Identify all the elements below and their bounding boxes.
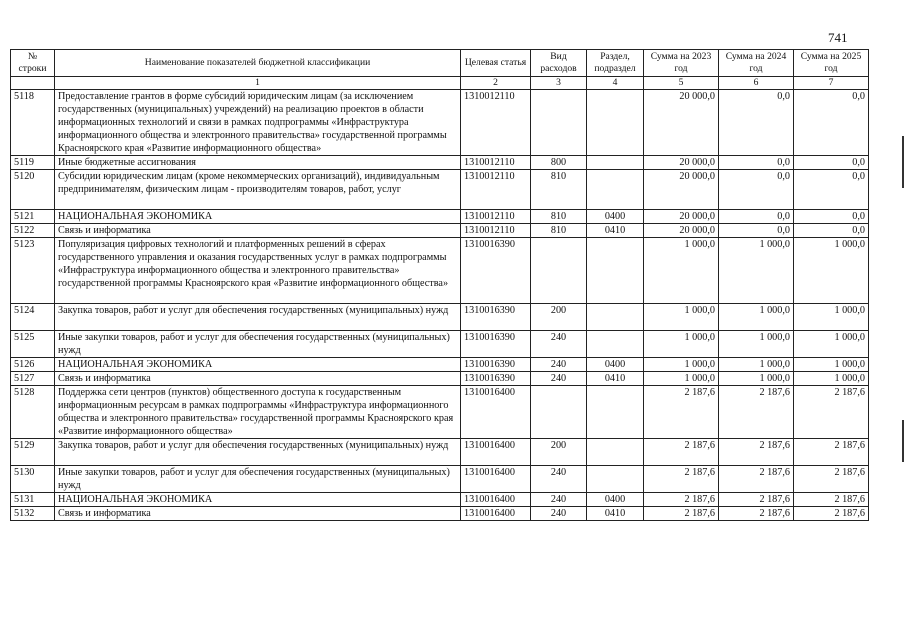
- row-target-code: 1310016400: [461, 386, 531, 439]
- row-number: 5127: [11, 372, 55, 386]
- table-row: [11, 238, 869, 304]
- row-sum-2025: 1 000,0: [794, 331, 869, 358]
- row-target-code: 1310012110: [461, 170, 531, 210]
- row-sum-2023: 20 000,0: [644, 224, 719, 238]
- row-sum-2023: 2 187,6: [644, 386, 719, 439]
- row-sum-2023: 2 187,6: [644, 493, 719, 507]
- row-sum-2024: 2 187,6: [719, 493, 794, 507]
- row-name: Иные закупки товаров, работ и услуг для обеспечения государственных (муниципальных) нужд: [55, 466, 461, 493]
- row-sum-2023: 20 000,0: [644, 90, 719, 156]
- row-name: НАЦИОНАЛЬНАЯ ЭКОНОМИКА: [55, 210, 461, 224]
- table-row: [11, 90, 869, 156]
- row-number: 5131: [11, 493, 55, 507]
- row-sum-2024: 1 000,0: [719, 238, 794, 304]
- row-target-code: 1310012110: [461, 90, 531, 156]
- table-row: [11, 156, 869, 170]
- row-name: Связь и информатика: [55, 507, 461, 521]
- row-sum-2025: 2 187,6: [794, 507, 869, 521]
- row-section: 0400: [587, 210, 644, 224]
- margin-mark: [902, 420, 904, 462]
- row-sum-2024: 1 000,0: [719, 358, 794, 372]
- col-number: 4: [587, 77, 644, 90]
- row-expense-type: 240: [531, 331, 587, 358]
- row-sum-2023: 20 000,0: [644, 170, 719, 210]
- row-sum-2024: 0,0: [719, 90, 794, 156]
- row-expense-type: [531, 386, 587, 439]
- row-target-code: 1310016400: [461, 493, 531, 507]
- row-sum-2023: 1 000,0: [644, 238, 719, 304]
- row-section: [587, 331, 644, 358]
- row-target-code: 1310016390: [461, 238, 531, 304]
- row-target-code: 1310016400: [461, 466, 531, 493]
- row-sum-2023: 2 187,6: [644, 507, 719, 521]
- row-target-code: 1310012110: [461, 156, 531, 170]
- row-name: Иные бюджетные ассигнования: [55, 156, 461, 170]
- col-number: 6: [719, 77, 794, 90]
- row-expense-type: [531, 90, 587, 156]
- row-section: 0410: [587, 372, 644, 386]
- row-number: 5120: [11, 170, 55, 210]
- col-header-code: Целевая статья: [461, 50, 531, 77]
- row-name: Закупка товаров, работ и услуг для обеспечения государственных (муниципальных) нужд: [55, 304, 461, 331]
- table-row: [11, 372, 869, 386]
- column-number-row: [11, 77, 869, 90]
- row-expense-type: 810: [531, 224, 587, 238]
- table-row: [11, 439, 869, 466]
- col-number: 3: [531, 77, 587, 90]
- row-sum-2023: 20 000,0: [644, 156, 719, 170]
- row-section: 0410: [587, 224, 644, 238]
- row-expense-type: 810: [531, 210, 587, 224]
- row-section: [587, 238, 644, 304]
- col-header-name: Наименование показателей бюджетной классификации: [55, 50, 461, 77]
- row-sum-2024: 0,0: [719, 156, 794, 170]
- row-sum-2025: 2 187,6: [794, 493, 869, 507]
- row-section: [587, 439, 644, 466]
- row-name: Популяризация цифровых технологий и платформенных решений в сферах государственного управления и оказания государственных услуг в рамках подпрограммы «Инфраструктура информационного общества и электронного правительства» государственной программы Красноярского края «Развитие информационного общества»: [55, 238, 461, 304]
- row-number: 5128: [11, 386, 55, 439]
- table-row: [11, 331, 869, 358]
- row-sum-2025: 0,0: [794, 156, 869, 170]
- row-expense-type: 200: [531, 439, 587, 466]
- row-target-code: 1310016390: [461, 304, 531, 331]
- col-header-razd: Раздел, подраздел: [587, 50, 644, 77]
- row-sum-2024: 2 187,6: [719, 439, 794, 466]
- row-target-code: 1310016390: [461, 372, 531, 386]
- row-number: 5121: [11, 210, 55, 224]
- row-section: [587, 170, 644, 210]
- row-name: Поддержка сети центров (пунктов) общественного доступа к государственным информационным ресурсам в рамках подпрограммы «Инфраструктура информационного общества и электронного правительства» государственной программы Красноярского края «Развитие информационного общества»: [55, 386, 461, 439]
- row-target-code: 1310016390: [461, 358, 531, 372]
- row-sum-2023: 2 187,6: [644, 466, 719, 493]
- row-sum-2023: 1 000,0: [644, 304, 719, 331]
- row-number: 5132: [11, 507, 55, 521]
- row-name: НАЦИОНАЛЬНАЯ ЭКОНОМИКА: [55, 358, 461, 372]
- row-sum-2025: 1 000,0: [794, 372, 869, 386]
- header-row: [11, 50, 869, 77]
- row-sum-2024: 1 000,0: [719, 372, 794, 386]
- row-section: [587, 466, 644, 493]
- col-header-sum2024: Сумма на 2024 год: [719, 50, 794, 77]
- row-sum-2025: 2 187,6: [794, 439, 869, 466]
- row-expense-type: 240: [531, 507, 587, 521]
- row-name: Закупка товаров, работ и услуг для обеспечения государственных (муниципальных) нужд: [55, 439, 461, 466]
- page-number: 741: [828, 30, 848, 45]
- row-name: Связь и информатика: [55, 224, 461, 238]
- row-sum-2023: 1 000,0: [644, 358, 719, 372]
- row-number: 5118: [11, 90, 55, 156]
- row-section: [587, 90, 644, 156]
- row-sum-2024: 2 187,6: [719, 466, 794, 493]
- row-number: 5125: [11, 331, 55, 358]
- row-number: 5129: [11, 439, 55, 466]
- row-sum-2023: 20 000,0: [644, 210, 719, 224]
- row-sum-2025: 0,0: [794, 224, 869, 238]
- row-sum-2024: 0,0: [719, 210, 794, 224]
- row-number: 5119: [11, 156, 55, 170]
- row-name: Субсидии юридическим лицам (кроме некоммерческих организаций), индивидуальным предпринимателям, физическим лицам - производителям товаров, работ, услуг: [55, 170, 461, 210]
- row-sum-2023: 1 000,0: [644, 372, 719, 386]
- row-sum-2024: 1 000,0: [719, 331, 794, 358]
- table-row: [11, 170, 869, 210]
- col-header-num: № строки: [11, 50, 55, 77]
- col-number: 5: [644, 77, 719, 90]
- col-number: 1: [55, 77, 461, 90]
- row-expense-type: 240: [531, 493, 587, 507]
- row-expense-type: 800: [531, 156, 587, 170]
- row-number: 5122: [11, 224, 55, 238]
- row-target-code: 1310016400: [461, 507, 531, 521]
- row-number: 5126: [11, 358, 55, 372]
- row-sum-2025: 0,0: [794, 90, 869, 156]
- row-target-code: 1310016400: [461, 439, 531, 466]
- row-target-code: 1310016390: [461, 331, 531, 358]
- col-number: 2: [461, 77, 531, 90]
- col-number: 7: [794, 77, 869, 90]
- row-number: 5130: [11, 466, 55, 493]
- row-sum-2025: 1 000,0: [794, 358, 869, 372]
- col-number: [11, 77, 55, 90]
- row-section: [587, 156, 644, 170]
- row-number: 5123: [11, 238, 55, 304]
- row-expense-type: 240: [531, 466, 587, 493]
- row-section: 0410: [587, 507, 644, 521]
- row-name: Предоставление грантов в форме субсидий юридическим лицам (за исключением государственных (муниципальных) учреждений) на реализацию проектов в области информационных технологий и связи в рамках подпрограммы «Инфраструктура информационного общества и электронного правительства» государственной программы Красноярского края «Развитие информационного общества»: [55, 90, 461, 156]
- margin-mark: [902, 136, 904, 188]
- table-row: [11, 493, 869, 507]
- row-name: Связь и информатика: [55, 372, 461, 386]
- row-sum-2024: 0,0: [719, 170, 794, 210]
- table-row: [11, 466, 869, 493]
- row-number: 5124: [11, 304, 55, 331]
- row-name: НАЦИОНАЛЬНАЯ ЭКОНОМИКА: [55, 493, 461, 507]
- row-sum-2023: 2 187,6: [644, 439, 719, 466]
- table-row: [11, 386, 869, 439]
- table-row: [11, 358, 869, 372]
- row-section: 0400: [587, 358, 644, 372]
- row-expense-type: [531, 238, 587, 304]
- budget-table: [10, 49, 869, 521]
- row-sum-2024: 2 187,6: [719, 386, 794, 439]
- row-target-code: 1310012110: [461, 224, 531, 238]
- row-sum-2025: 2 187,6: [794, 386, 869, 439]
- col-header-sum2023: Сумма на 2023 год: [644, 50, 719, 77]
- col-header-vid: Вид расходов: [531, 50, 587, 77]
- table-row: [11, 224, 869, 238]
- row-sum-2024: 0,0: [719, 224, 794, 238]
- row-sum-2025: 0,0: [794, 210, 869, 224]
- row-expense-type: 240: [531, 372, 587, 386]
- row-sum-2024: 2 187,6: [719, 507, 794, 521]
- row-sum-2024: 1 000,0: [719, 304, 794, 331]
- row-expense-type: 200: [531, 304, 587, 331]
- row-name: Иные закупки товаров, работ и услуг для обеспечения государственных (муниципальных) нужд: [55, 331, 461, 358]
- row-expense-type: 240: [531, 358, 587, 372]
- col-header-sum2025: Сумма на 2025 год: [794, 50, 869, 77]
- row-sum-2023: 1 000,0: [644, 331, 719, 358]
- row-target-code: 1310012110: [461, 210, 531, 224]
- table-row: [11, 210, 869, 224]
- row-sum-2025: 0,0: [794, 170, 869, 210]
- row-sum-2025: 1 000,0: [794, 238, 869, 304]
- row-expense-type: 810: [531, 170, 587, 210]
- row-sum-2025: 2 187,6: [794, 466, 869, 493]
- row-section: [587, 304, 644, 331]
- table-row: [11, 304, 869, 331]
- row-section: 0400: [587, 493, 644, 507]
- row-section: [587, 386, 644, 439]
- row-sum-2025: 1 000,0: [794, 304, 869, 331]
- table-row: [11, 507, 869, 521]
